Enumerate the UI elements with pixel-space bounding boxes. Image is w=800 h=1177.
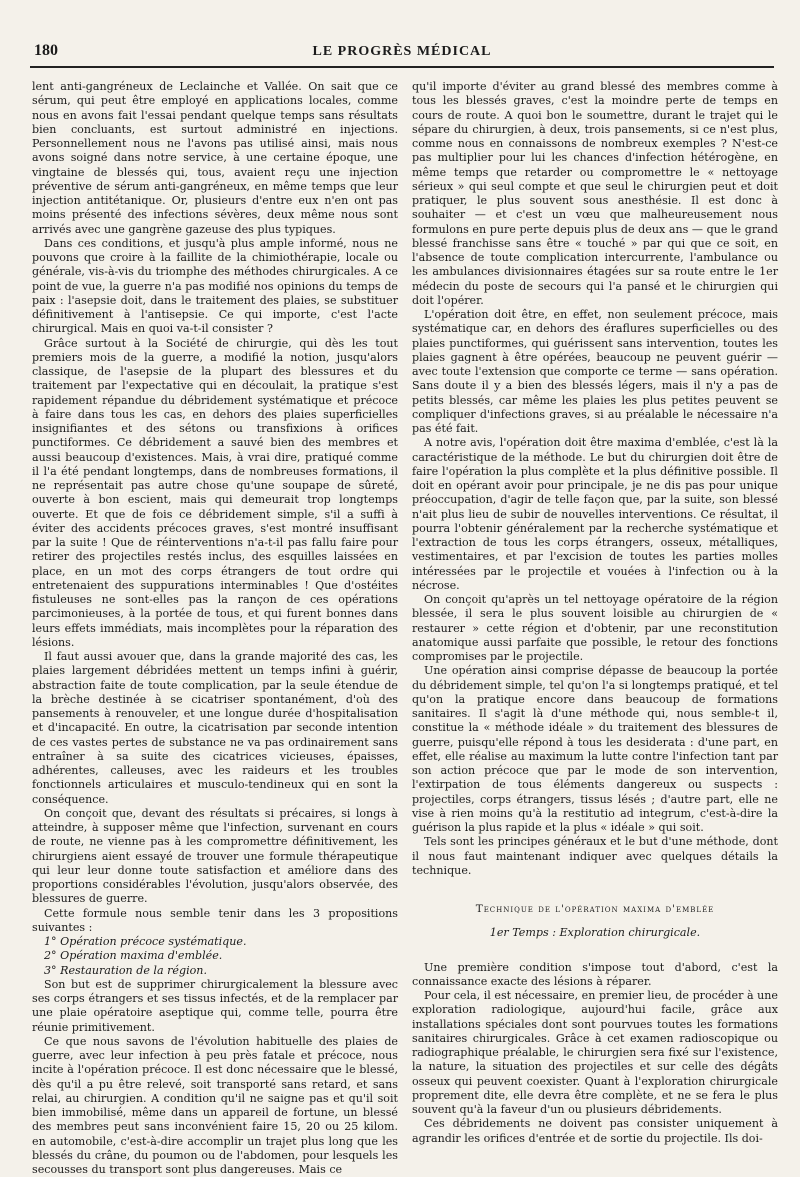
paragraph: Une première condition s'impose tout d'abord, c'est la connaissance exacte des lésions à réparer.: [412, 960, 778, 988]
propositions-list: [32, 935, 398, 978]
paragraph: Il faut aussi avouer que, dans la grande majorité des cas, les plaies largement débridées mettent un temps infini à guérir, abstraction faite de toute complication, par la seule étendue de la brèche destinée à se cicatriser spontanément, d'où des pansements à renouveler, et une longue durée d'hospitalisation et d'incapacité. En outre, la cicatrisation par seconde intention de ces vastes pertes de substance ne va pas ordinairement sans entraîner à sa suite des cicatrices vicieuses, épaisses, adhérentes, calleuses, avec les raideurs et les troubles fonctionnels articulaires et musculo-tendineux qui en sont la conséquence.: [32, 650, 398, 806]
paragraph: Ce que nous savons de l'évolution habituelle des plaies de guerre, avec leur infection à peu près fatale et précoce, nous incite à l'opération précoce. Il est donc nécessaire que le blessé, dès qu'il a pu être relevé, soit transporté sans retard, et sans relai, au chirurgien. A condition qu'il ne saigne pas et qu'il soit bien immobilisé, même dans un appareil de fortune, un blessé des membres peut sans inconvénient faire 15, 20 ou 25 kilom. en automobile, c'est-à-dire accomplir un trajet plus long que les blessés du crâne, du poumon ou de l'abdomen, pour lesquels les secousses du transport sont plus dangereuses. Mais ce: [32, 1034, 398, 1176]
right-column: [412, 80, 778, 1146]
page-number: 180: [34, 42, 58, 59]
journal-title: LE PROGRÈS MÉDICAL: [312, 44, 492, 59]
paragraph: On conçoit qu'après un tel nettoyage opératoire de la région blessée, il sera le plus souvent loisible au chirurgien de « restaurer » cette région et d'obtenir, par une reconstitution anatomique aussi parfaite que possible, le retour des fonctions compromises par le projectile.: [412, 593, 778, 663]
paragraph: qu'il importe d'éviter au grand blessé des membres comme à tous les blessés graves, c'est la moindre perte de temps en cours de route. A quoi bon le soumettre, durant le trajet qui le sépare du chirurgien, à deux, trois pansements, si ce n'est plus, comme nous en connaissons de nombreux exemples ? N'est-ce pas multiplier pour lui les chances d'infection hétérogène, en même temps que retarder ou compromettre le « nettoyage sérieux » qui seul compte et que seul le chirurgien peut et doit pratiquer, le plus souvent sous anesthésie. Il est donc à souhaiter — et c'est un vœu que malheureusement nous formulons en pure perte depuis plus de deux ans — que le grand blessé franchisse sans être « touché » par qui que ce soit, en l'absence de toute complication intercurrente, l'ambulance ou les ambulances divisionnaires étagées sur sa route entre le 1er médecin du poste de secours qui l'a pansé et le chirurgien qui doit l'opérer.: [412, 80, 778, 307]
paragraph: Cette formule nous semble tenir dans les 3 propositions suivantes :: [32, 906, 398, 934]
list-item: 3° Restauration de la région.: [44, 963, 207, 977]
paragraph: Tels sont les principes généraux et le but d'une méthode, dont il nous faut maintenant indiquer avec quelques détails la technique.: [412, 835, 778, 877]
page-header: [30, 42, 774, 68]
paragraph: lent anti-gangréneux de Leclainche et Vallée. On sait que ce sérum, qui peut être employé en applications locales, comme nous en avons fait l'essai pendant quelque temps sans résultats bien concluants, est surtout administré en injections. Personnellement nous ne l'avons pas utilisé ainsi, mais nous avons soigné dans notre service, à une certaine époque, une vingtaine de blessés qui, tous, avaient reçu une injection préventive de sérum anti-gangréneux, en même temps que leur injection antitétanique. Or, plusieurs d'entre eux n'en ont pas moins présenté des infections sévères, deux même nous sont arrivés avec une gangrène gazeuse des plus typiques.: [32, 80, 398, 236]
paragraph: Son but est de supprimer chirurgicalement la blessure avec ses corps étrangers et ses tissus infectés, et de la remplacer par une plaie opératoire aseptique qui, comme telle, pourra être réunie primitivement.: [32, 977, 398, 1034]
subsection-heading: 1er Temps : Exploration chirurgicale.: [489, 926, 701, 940]
left-column: [32, 80, 398, 1177]
paragraph: Grâce surtout à la Société de chirurgie, qui dès les tout premiers mois de la guerre, a modifié la notion, jusqu'alors classique, de l'asepsie de la plupart des blessures et du traitement par l'expectative qui en découlait, la pratique s'est rapidement répandue du débridement systématique et précoce à faire dans tous les cas, en dehors des plaies superficielles insignifiantes et des sétons ou transfixions à orifices punctiformes. Ce débridement a sauvé bien des membres et aussi beaucoup d'existences. Mais, à vrai dire, pratiqué comme il l'a été pendant longtemps, dans de nombreuses formations, il ne représentait pas autre chose qu'une soupape de sûreté, ouverte à bon escient, mais qui demeurait trop longtemps ouverte. Et que de fois ce débridement simple, s'il a suffi à éviter des accidents précoces graves, s'est montré insuffisant par la suite ! Que de réinterventions n'a-t-il pas fallu faire pour retirer des projectiles restés inclus, des esquilles laissées en place, en un mot des corps étrangers de tout ordre qui entretenaient des suppurations interminables ! Que d'ostéites fistuleuses ne sont-elles pas la rançon de ces opérations parcimonieuses, à la portée de tous, et qui furent bonnes dans leurs effets immédiats, mais incomplètes pour la réparation des lésions.: [32, 336, 398, 649]
paragraph: Dans ces conditions, et jusqu'à plus ample informé, nous ne pouvons que croire à la faillite de la chimiothérapie, locale ou générale, vis-à-vis du triomphe des méthodes chirurgicales. A ce point de vue, la guerre n'a pas modifié nos opinions du temps de paix : l'asepsie doit, dans le traitement des plaies, se substituer définitivement à l'antisepsie. Ce qui importe, c'est l'acte chirurgical. Mais en quoi va-t-il consister ?: [32, 236, 398, 336]
section-heading: Technique de l'opération maxima d'emblée: [475, 903, 715, 915]
paragraph: L'opération doit être, en effet, non seulement précoce, mais systématique car, en dehors des éraflures superficielles ou des plaies punctiformes, qui guérissent sans intervention, toutes les plaies gagnent à être opérées, beaucoup ne peuvent guérir — avec toute l'extension que comporte ce terme — sans opération. Sans doute il y a bien des blessés légers, mais il n'y a pas de petits blessés, car même les plaies les plus petites peuvent se compliquer d'infections graves, si au préalable le nécessaire n'a pas été fait.: [412, 308, 778, 435]
list-item: 1° Opération précoce systématique.: [44, 935, 247, 948]
paragraph: Ces débridements ne doivent pas consister uniquement à agrandir les orifices d'entrée et de sortie du projectile. Ils doi-: [412, 1117, 778, 1145]
paragraph: On conçoit que, devant des résultats si précaires, si longs à atteindre, à supposer même que l'infection, survenant en cours de route, ne vienne pas à les compromettre définitivement, les chirurgiens aient essayé de trouver une formule thérapeutique qui leur leur donne toute satisfaction et améliore dans des proportions considérables l'évolution, jusqu'alors observée, des blessures de guerre.: [32, 806, 398, 906]
list-item: 2° Opération maxima d'emblée.: [44, 949, 223, 963]
paragraph: A notre avis, l'opération doit être maxima d'emblée, c'est là la caractéristique de la méthode. Le but du chirurgien doit être de faire l'opération la plus complète et la plus définitive possible. Il doit en opérant avoir pour principale, je ne dis pas pour unique préoccupation, d'agir de telle façon que, par la suite, son blessé n'ait plus lieu de subir de nouvelles interventions. Ce résultat, il pourra l'obtenir généralement par la recherche systématique et l'extraction de tous les corps étrangers, osseux, métalliques, vestimentaires, et par l'excision de toutes les parties molles intéressées par le projectile et vouées à l'infection ou à la nécrose.: [412, 436, 778, 592]
paragraph: Pour cela, il est nécessaire, en premier lieu, de procéder à une exploration radiologique, aujourd'hui facile, grâce aux installations spéciales dont sont pourvues toutes les formations sanitaires chirurgicales. Grâce à cet examen radioscopique ou radiographique préalable, le chirurgien sera fixé sur l'existence, la nature, la situation des projectiles et sur celle des dégâts osseux qui peuvent coexister. Quant à l'exploration chirurgicale proprement dite, elle devra être complète, et ne se fera le plus souvent qu'à la faveur d'un ou plusieurs débridements.: [412, 989, 778, 1116]
paragraph: Une opération ainsi comprise dépasse de beaucoup la portée du débridement simple, tel qu'on l'a si longtemps pratiqué, et tel qu'on la pratique encore dans beaucoup de formations sanitaires. Il s'agit là d'une méthode qui, nous semble-t il, constitue la « méthode idéale » du traitement des blessures de guerre, puisqu'elle répond à tous les desiderata : d'une part, en effet, elle réalise au maximum la lutte contre l'infection tant par son action précoce que par le mode de son intervention, l'extirpation de tous éléments dangereux ou suspects : projectiles, corps étrangers, tissus lésés ; d'autre part, elle ne vise à rien moins qu'à la restitutio ad integrum, c'est-à-dire la guérison la plus rapide et la plus « idéale » qui soit.: [412, 664, 778, 834]
